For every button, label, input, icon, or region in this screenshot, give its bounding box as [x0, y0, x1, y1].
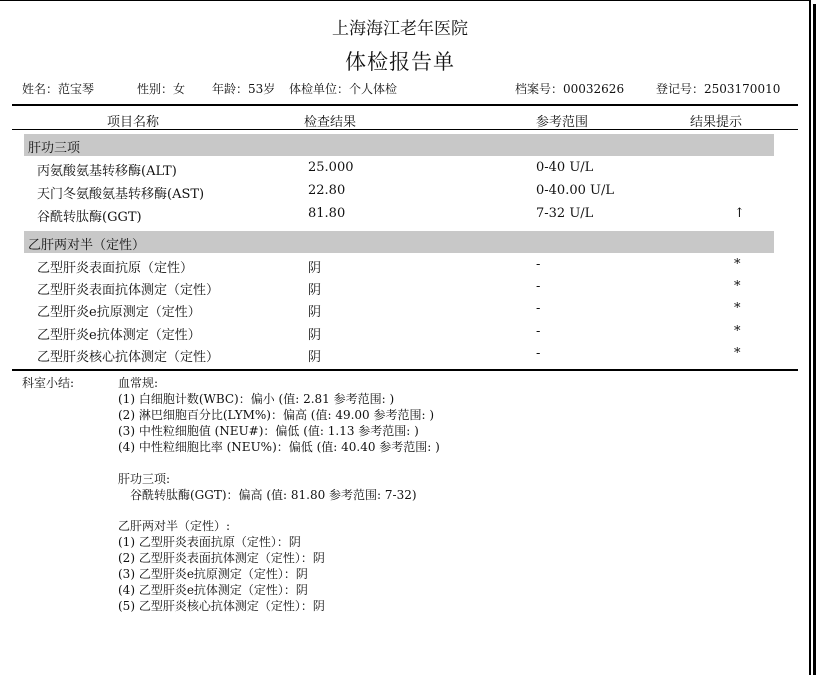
- item-name: 乙型肝炎e抗原测定（定性）: [37, 305, 201, 320]
- page-edge-shadow: [813, 4, 816, 675]
- patient-gender: 性别：女: [137, 82, 186, 96]
- item-result: 25.000: [308, 160, 354, 175]
- summary-blood-title: 血常规:: [118, 376, 159, 390]
- section-header-liver: [24, 134, 774, 156]
- item-range: -: [536, 257, 541, 272]
- summary-line: (3) 乙型肝炎e抗原测定（定性）：阴: [118, 567, 308, 581]
- report-title: 体检报告单: [345, 50, 455, 74]
- table-row: [0, 301, 800, 323]
- item-result: 阴: [308, 305, 322, 320]
- item-name: 乙型肝炎核心抗体测定（定性）: [37, 350, 220, 365]
- asterisk-icon: *: [734, 257, 741, 272]
- asterisk-icon: *: [734, 301, 741, 316]
- item-result: 81.80: [308, 206, 346, 221]
- section-title: 乙肝两对半（定性）: [28, 238, 146, 253]
- patient-unit: 体检单位：个人体检: [289, 82, 398, 96]
- item-range: -: [536, 324, 541, 339]
- table-row: [0, 324, 800, 346]
- item-range: 0-40 U/L: [536, 160, 594, 175]
- summary-label: 科室小结:: [22, 376, 75, 390]
- summary-liver-title: 肝功三项:: [118, 472, 171, 486]
- column-header-divider: [12, 129, 798, 130]
- column-header-result: 检查结果: [304, 115, 357, 130]
- table-row: [0, 279, 800, 301]
- table-bottom-divider: [12, 369, 798, 371]
- patient-age: 年龄：53岁: [212, 82, 276, 96]
- column-header-range: 参考范围: [536, 115, 589, 130]
- table-row: [0, 160, 800, 182]
- section-header-hbv: [24, 231, 774, 253]
- item-name: 乙型肝炎e抗体测定（定性）: [37, 328, 201, 343]
- item-range: -: [536, 279, 541, 294]
- hospital-name: 上海海江老年医院: [332, 19, 468, 39]
- summary-line: (2) 乙型肝炎表面抗体测定（定性）：阴: [118, 551, 325, 565]
- asterisk-icon: *: [734, 346, 741, 361]
- item-name: 天门冬氨酸氨基转移酶(AST): [37, 187, 205, 202]
- item-name: 乙型肝炎表面抗体测定（定性）: [37, 283, 220, 298]
- item-range: -: [536, 346, 541, 361]
- item-name: 乙型肝炎表面抗原（定性）: [37, 261, 194, 276]
- summary-line: 谷酰转肽酶(GGT)：偏高 (值: 81.80 参考范围: 7-32): [130, 488, 417, 502]
- patient-name: 姓名：范宝琴: [22, 82, 95, 96]
- item-range: 7-32 U/L: [536, 206, 594, 221]
- item-result: 阴: [308, 283, 322, 298]
- summary-line: (4) 乙型肝炎e抗体测定（定性）：阴: [118, 583, 308, 597]
- table-row: [0, 206, 800, 228]
- item-name: 丙氨酸氨基转移酶(ALT): [37, 164, 177, 179]
- arrow-up-icon: ↑: [734, 206, 745, 221]
- section-title: 肝功三项: [28, 141, 81, 156]
- summary-line: (2) 淋巴细胞百分比(LYM%)：偏高 (值: 49.00 参考范围: ): [118, 408, 435, 422]
- column-header-hint: 结果提示: [690, 115, 743, 130]
- table-row: [0, 346, 800, 368]
- item-result: 阴: [308, 350, 322, 365]
- item-name: 谷酰转肽酶(GGT): [37, 210, 142, 225]
- asterisk-icon: *: [734, 324, 741, 339]
- summary-line: (1) 乙型肝炎表面抗原（定性）：阴: [118, 535, 301, 549]
- asterisk-icon: *: [734, 279, 741, 294]
- registration-number: 登记号：2503170010: [656, 82, 781, 96]
- file-number: 档案号：00032626: [515, 82, 625, 96]
- item-result: 阴: [308, 261, 322, 276]
- item-range: -: [536, 301, 541, 316]
- item-result: 阴: [308, 328, 322, 343]
- table-row: [0, 183, 800, 205]
- item-range: 0-40.00 U/L: [536, 183, 614, 198]
- summary-line: (5) 乙型肝炎核心抗体测定（定性）：阴: [118, 599, 325, 613]
- summary-hbv-title: 乙肝两对半（定性）:: [118, 519, 231, 533]
- header-divider: [12, 104, 798, 106]
- column-header-item: 项目名称: [107, 115, 160, 130]
- item-result: 22.80: [308, 183, 346, 198]
- summary-line: (4) 中性粒细胞比率 (NEU%)：偏低 (值: 40.40 参考范围: ): [118, 440, 440, 454]
- table-row: [0, 257, 800, 279]
- summary-line: (1) 白细胞计数(WBC)：偏小 (值: 2.81 参考范围: ): [118, 392, 395, 406]
- summary-line: (3) 中性粒细胞值 (NEU#)：偏低 (值: 1.13 参考范围: ): [118, 424, 419, 438]
